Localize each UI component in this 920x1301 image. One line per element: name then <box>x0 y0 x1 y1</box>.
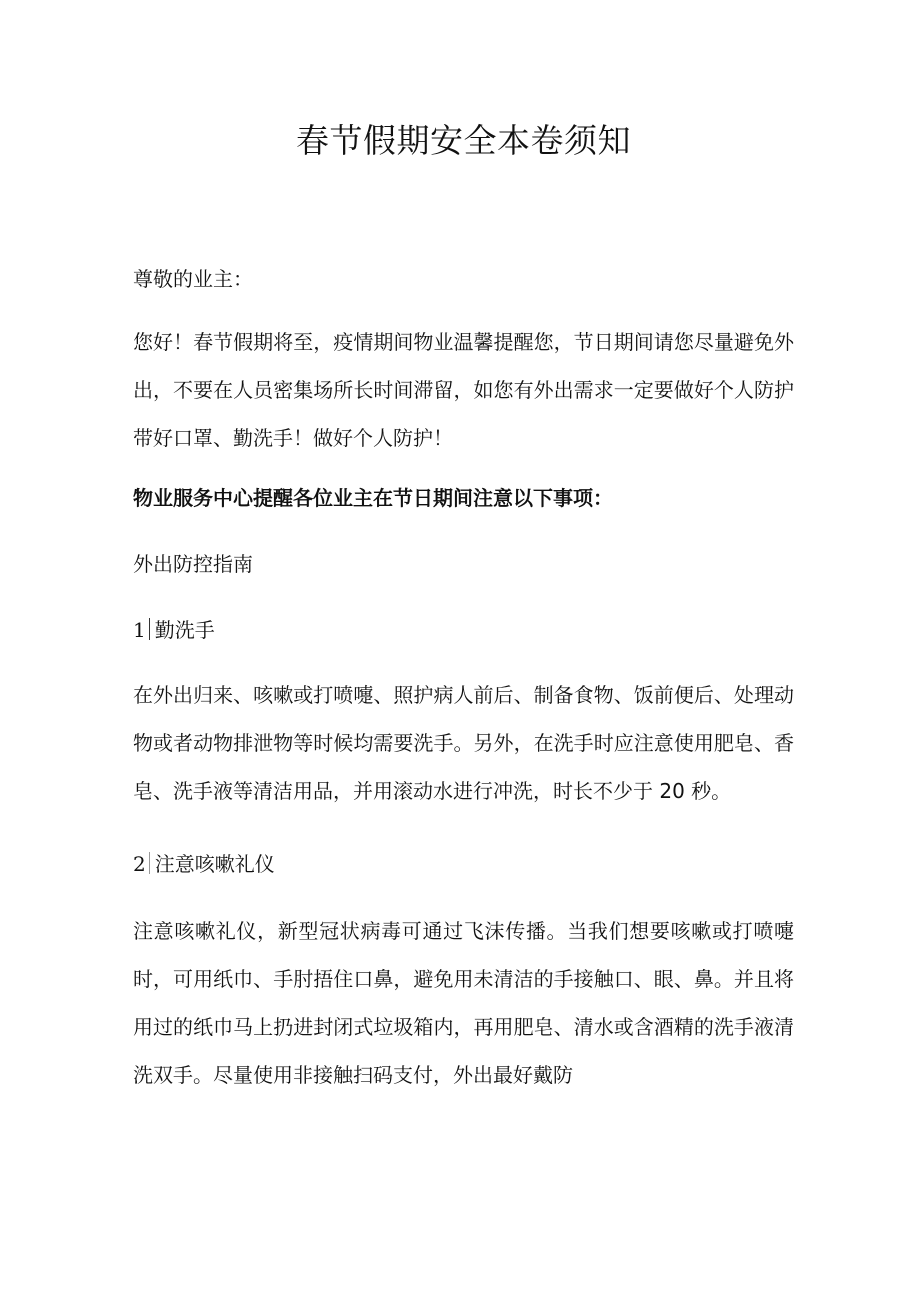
page-title: 春节假期安全本卷须知 <box>296 121 631 160</box>
item-number: 1 <box>133 618 146 642</box>
item-body-cough-etiquette: 注意咳嗽礼仪，新型冠状病毒可通过飞沫传播。当我们想要咳嗽或打喷嚏时，可用纸巾、手肘捂住口鼻，避免用未清洁的手接触口、眼、鼻。并且将用过的纸巾马上扔进封闭式垃圾箱内，再用肥皂、清水或含酒精的洗手液清洗双手。尽量使用非接触扫码支付，外出最好戴防 <box>133 919 794 1087</box>
separator-bar <box>149 852 150 874</box>
item-heading-handwashing <box>133 615 794 645</box>
greeting-paragraph: 您好！春节假期将至，疫情期间物业温馨提醒您，节日期间请您尽量避免外出，不要在人员密集场所长时间滞留，如您有外出需求一定要做好个人防护带好口罩、勤洗手！做好个人防护！ <box>133 330 794 450</box>
item-number: 2 <box>133 852 146 876</box>
item-title: 勤洗手 <box>154 618 215 642</box>
item-body-handwashing: 在外出归来、咳嗽或打喷嚏、照护病人前后、制备食物、饭前便后、处理动物或者动物排泄物等时候均需要洗手。另外，在洗手时应注意使用肥皂、香皂、洗手液等清洁用品，并用滚动水进行冲洗，时长不少于 20 秒。 <box>133 683 794 803</box>
item-title: 注意咳嗽礼仪 <box>154 852 275 876</box>
salutation: 尊敬的业主： <box>133 267 253 291</box>
separator-bar <box>149 618 150 640</box>
notice-heading: 物业服务中心提醒各位业主在节日期间注意以下事项： <box>133 486 613 510</box>
guide-heading: 外出防控指南 <box>133 552 253 576</box>
item-heading-cough-etiquette <box>133 849 794 879</box>
